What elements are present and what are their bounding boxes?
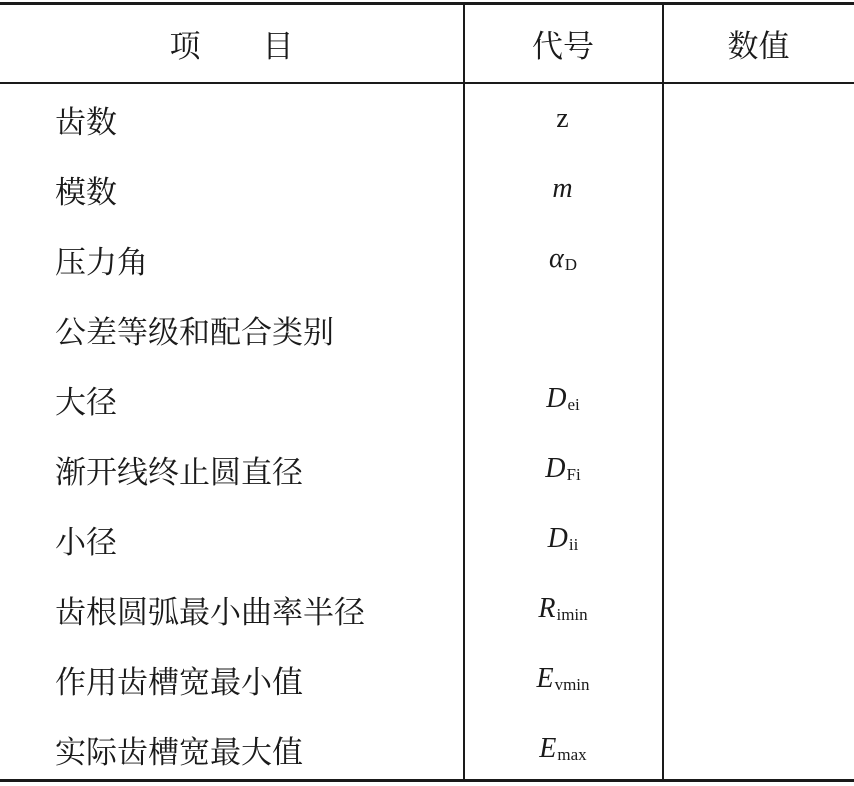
row-symbol xyxy=(464,574,662,644)
table-row xyxy=(0,574,854,644)
row-symbol xyxy=(464,714,662,784)
row-value-cell xyxy=(663,714,854,784)
row-item-label: 压力角 xyxy=(55,244,148,281)
header-value-label: 数值 xyxy=(727,28,790,65)
symbol-base: z xyxy=(556,103,569,134)
symbol-subscript: max xyxy=(557,745,587,764)
row-item-label: 齿根圆弧最小曲率半径 xyxy=(55,594,365,631)
row-value-cell xyxy=(663,434,854,504)
table-row xyxy=(0,714,854,784)
row-symbol xyxy=(464,644,662,714)
table-row xyxy=(0,434,854,504)
symbol-subscript: imin xyxy=(556,605,588,624)
row-value-cell xyxy=(663,224,854,294)
symbol-base: m xyxy=(552,173,573,204)
header-symbol-label: 代号 xyxy=(532,28,594,65)
table-row xyxy=(0,224,854,294)
header-value xyxy=(663,4,854,82)
row-symbol xyxy=(464,504,662,574)
row-value-cell xyxy=(663,644,854,714)
row-value-cell xyxy=(663,364,854,434)
row-symbol xyxy=(464,84,662,154)
table-row xyxy=(0,644,854,714)
row-item-label: 公差等级和配合类别 xyxy=(55,314,334,351)
row-value-cell xyxy=(663,154,854,224)
row-symbol xyxy=(464,294,662,364)
header-item-label: 项 目 xyxy=(169,28,294,65)
table-row xyxy=(0,154,854,224)
row-value-cell xyxy=(663,574,854,644)
symbol-subscript: D xyxy=(564,255,577,274)
row-item-label: 模数 xyxy=(55,174,117,211)
row-value-cell xyxy=(663,294,854,364)
row-item-label: 小径 xyxy=(55,524,117,561)
symbol-base: D xyxy=(545,453,566,484)
symbol-base: E xyxy=(539,733,557,764)
row-item-label: 渐开线终止圆直径 xyxy=(55,454,303,491)
row-item-label: 大径 xyxy=(55,384,117,421)
row-item-label: 实际齿槽宽最大值 xyxy=(55,734,303,771)
symbol-base: D xyxy=(547,523,568,554)
table-row xyxy=(0,294,854,364)
symbol-subscript: Fi xyxy=(566,465,581,484)
symbol-base: E xyxy=(536,663,554,694)
row-item-label: 作用齿槽宽最小值 xyxy=(55,664,303,701)
header-symbol xyxy=(464,4,662,82)
table-row xyxy=(0,504,854,574)
symbol-base: D xyxy=(546,383,567,414)
row-symbol xyxy=(464,154,662,224)
symbol-subscript: ei xyxy=(567,395,580,414)
row-symbol xyxy=(464,224,662,294)
symbol-subscript: vmin xyxy=(554,675,590,694)
symbol-base: α xyxy=(549,243,564,274)
symbol-base: R xyxy=(538,593,556,624)
table-row xyxy=(0,84,854,154)
row-value-cell xyxy=(663,84,854,154)
symbol-subscript: ii xyxy=(568,535,579,554)
table-row xyxy=(0,364,854,434)
row-value-cell xyxy=(663,504,854,574)
row-item-label: 齿数 xyxy=(55,104,117,141)
row-symbol xyxy=(464,434,662,504)
row-symbol xyxy=(464,364,662,434)
header-item xyxy=(0,4,463,82)
